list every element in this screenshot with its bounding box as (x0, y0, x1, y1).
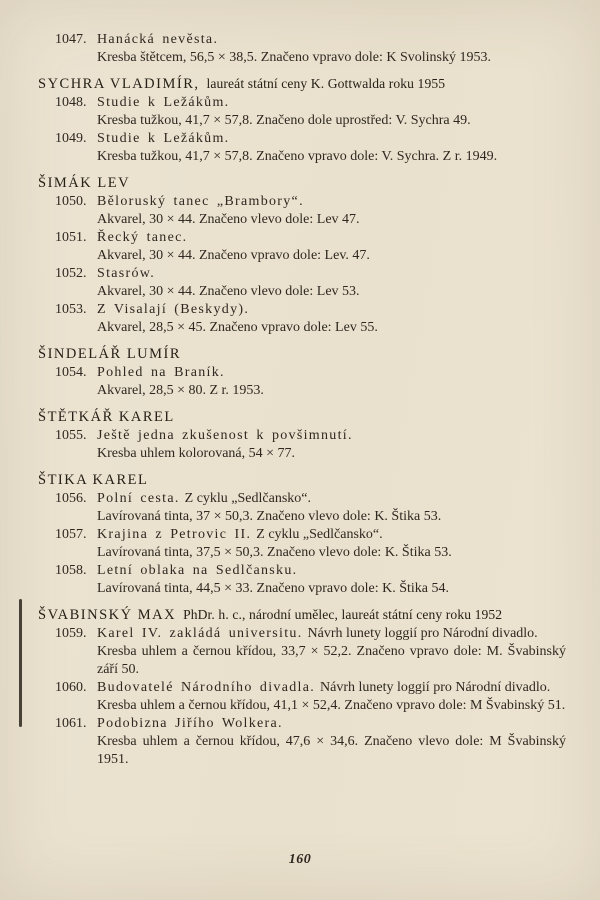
entry-title: Polní cesta. (97, 491, 180, 506)
entry-title: Ještě jedna zkušenost k povšimnutí. (97, 428, 353, 443)
artist-name: ŠTIKA KAREL (38, 472, 149, 488)
entry-title: Stasrów. (97, 266, 156, 281)
entry-number: 1055. (55, 428, 87, 443)
catalog-entry (38, 625, 566, 679)
catalog-section (38, 471, 566, 598)
catalog-entry (38, 490, 566, 526)
entry-title-line (38, 229, 566, 247)
entry-title-line (38, 364, 566, 382)
artist-name: ŠIMÁK LEV (38, 175, 131, 191)
entry-title-line (38, 679, 566, 697)
catalog-entry (38, 427, 566, 463)
catalog-entry (38, 265, 566, 301)
entry-detail: Kresba uhlem a černou křídou, 41,1 × 52,4. Značeno vpravo dole: M Švabinský 51. (97, 698, 566, 713)
catalog-content (38, 31, 566, 769)
entry-subtitle: Návrh lunety loggií pro Národní divadlo. (320, 680, 551, 695)
artist-heading (38, 75, 566, 93)
catalog-entry (38, 562, 566, 598)
catalog-entry (38, 715, 566, 769)
entry-number: 1059. (55, 626, 87, 641)
entry-title-line (38, 625, 566, 643)
entry-number: 1058. (55, 563, 87, 578)
artist-heading (38, 408, 566, 426)
entry-title-line (38, 301, 566, 319)
entry-title: Řecký tanec. (97, 230, 188, 245)
entry-title: Studie k Ležákům. (97, 95, 230, 110)
entry-number: 1061. (55, 716, 87, 731)
page-number: 160 (288, 852, 312, 867)
entry-title: Běloruský tanec „Brambory“. (97, 194, 304, 209)
entry-number: 1053. (55, 302, 87, 317)
artist-title-suffix: laureát státní ceny K. Gottwalda roku 1955 (206, 76, 446, 91)
catalog-entry (38, 679, 566, 715)
entry-title-line (38, 427, 566, 445)
entry-title-line (38, 490, 566, 508)
entry-detail: Kresba uhlem a černou křídou, 47,6 × 34,6. Značeno vlevo dole: M Švabinský 1951. (97, 734, 566, 767)
artist-name: SYCHRA VLADIMÍR, (38, 76, 200, 92)
entry-title-line (38, 265, 566, 283)
catalog-entry (38, 364, 566, 400)
catalog-section (38, 606, 566, 769)
entry-title: Hanácká nevěsta. (97, 32, 219, 47)
catalog-section (38, 345, 566, 400)
catalog-entry (38, 193, 566, 229)
entry-title: Karel IV. zakládá universitu. (97, 626, 303, 641)
entry-title-line (38, 130, 566, 148)
entry-title-line (38, 715, 566, 733)
entry-detail: Akvarel, 30 × 44. Značeno vlevo dole: Lev 47. (97, 212, 360, 227)
entry-number: 1048. (55, 95, 87, 110)
entry-number: 1057. (55, 527, 87, 542)
entry-subtitle: Z cyklu „Sedlčansko“. (256, 527, 383, 542)
entry-detail: Kresba štětcem, 56,5 × 38,5. Značeno vpravo dole: K Svolinský 1953. (97, 50, 491, 65)
artist-name: ŠVABINSKÝ MAX (38, 607, 177, 623)
entry-title: Letní oblaka na Sedlčansku. (97, 563, 298, 578)
artist-heading (38, 174, 566, 192)
artist-name: ŠINDELÁŘ LUMÍR (38, 346, 182, 362)
entry-title: Krajina z Petrovic II. (97, 527, 252, 542)
entry-title-line (38, 94, 566, 112)
entry-title: Z Visalají (Beskydy). (97, 302, 250, 317)
entry-title: Pohled na Braník. (97, 365, 225, 380)
entry-title-line (38, 526, 566, 544)
catalog-section (38, 31, 566, 67)
entry-number: 1060. (55, 680, 87, 695)
catalog-entry (38, 31, 566, 67)
artist-title-suffix: PhDr. h. c., národní umělec, laureát státní ceny roku 1952 (183, 607, 503, 622)
entry-detail: Lavírovaná tinta, 37 × 50,3. Značeno vlevo dole: K. Štika 53. (97, 509, 442, 524)
entry-number: 1047. (55, 32, 87, 47)
artist-heading (38, 471, 566, 489)
entry-detail: Lavírovaná tinta, 37,5 × 50,3. Značeno vlevo dole: K. Štika 53. (97, 545, 452, 560)
catalog-entry (38, 130, 566, 166)
catalog-entry (38, 526, 566, 562)
catalog-section (38, 174, 566, 337)
catalog-entry (38, 229, 566, 265)
entry-detail: Akvarel, 30 × 44. Značeno vpravo dole: Lev. 47. (97, 248, 370, 263)
entry-detail: Kresba uhlem a černou křídou, 33,7 × 52,2. Značeno vpravo dole: M. Švabinský září 50. (97, 644, 566, 677)
entry-title-line (38, 31, 566, 49)
catalog-entry (38, 94, 566, 130)
page-footer (0, 851, 600, 869)
entry-subtitle: Z cyklu „Sedlčansko“. (184, 491, 312, 506)
entry-detail: Kresba uhlem kolorovaná, 54 × 77. (97, 446, 296, 461)
entry-number: 1051. (55, 230, 87, 245)
entry-number: 1052. (55, 266, 87, 281)
entry-number: 1056. (55, 491, 87, 506)
entry-detail: Akvarel, 28,5 × 80. Z r. 1953. (97, 383, 264, 398)
entry-detail: Kresba tužkou, 41,7 × 57,8. Značeno dole uprostřed: V. Sychra 49. (97, 113, 471, 128)
entry-number: 1049. (55, 131, 87, 146)
entry-detail: Akvarel, 30 × 44. Značeno vlevo dole: Lev 53. (97, 284, 360, 299)
entry-title: Studie k Ležákům. (97, 131, 230, 146)
artist-name: ŠTĚTKÁŘ KAREL (38, 409, 175, 425)
entry-title-line (38, 562, 566, 580)
catalog-entry (38, 301, 566, 337)
catalog-section (38, 408, 566, 463)
entry-title-line (38, 193, 566, 211)
entry-number: 1054. (55, 365, 87, 380)
entry-subtitle: Návrh lunety loggií pro Národní divadlo. (307, 626, 538, 641)
entry-detail: Kresba tužkou, 41,7 × 57,8. Značeno vpravo dole: V. Sychra. Z r. 1949. (97, 149, 498, 164)
entry-title: Podobizna Jiřího Wolkera. (97, 716, 283, 731)
entry-detail: Lavírovaná tinta, 44,5 × 33. Značeno vpravo dole: K. Štika 54. (97, 581, 449, 596)
artist-heading (38, 606, 566, 624)
entry-number: 1050. (55, 194, 87, 209)
artist-heading (38, 345, 566, 363)
entry-title: Budovatelé Národního divadla. (97, 680, 316, 695)
catalog-section (38, 75, 566, 166)
scan-artifact-line (19, 599, 22, 727)
entry-detail: Akvarel, 28,5 × 45. Značeno vpravo dole: Lev 55. (97, 320, 378, 335)
